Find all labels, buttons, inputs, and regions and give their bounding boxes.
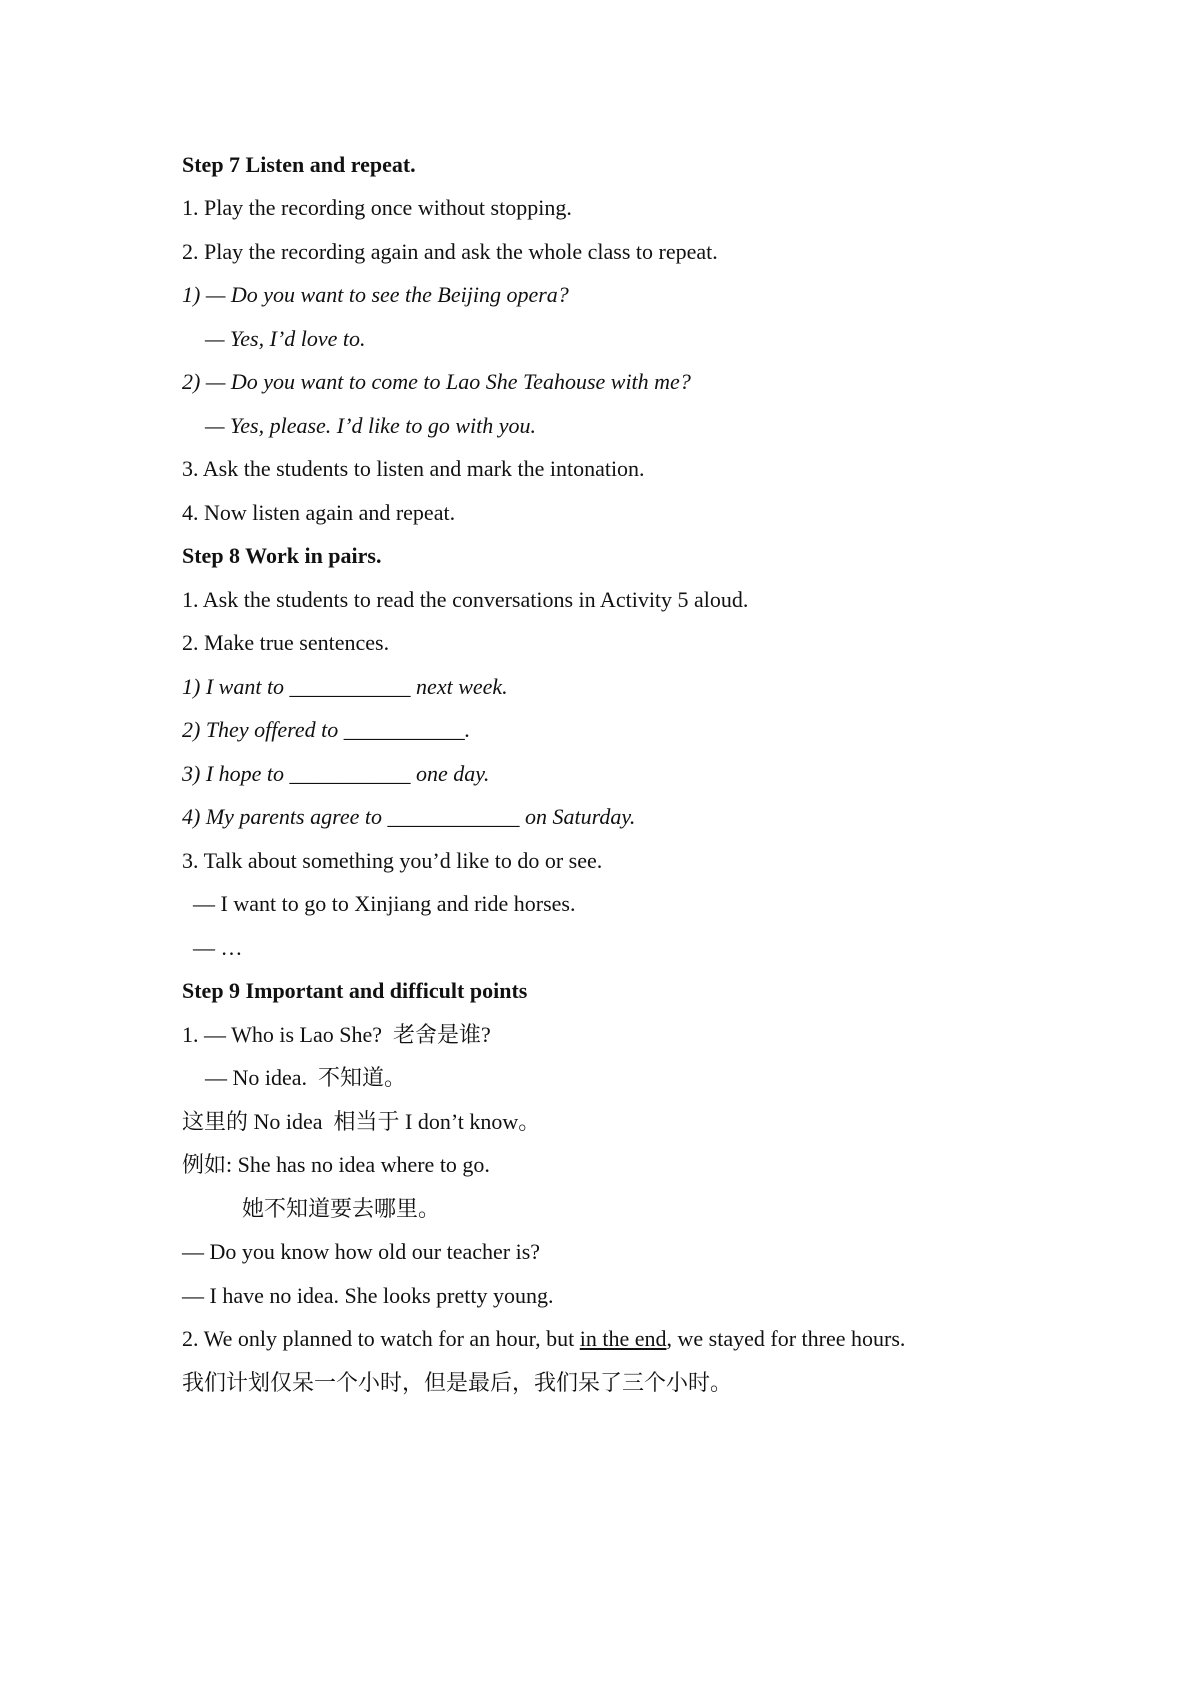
step8-talk-2: — … bbox=[193, 935, 243, 960]
step9-point1-dialogue-a: — I have no idea. She looks pretty young. bbox=[182, 1283, 554, 1308]
step7-dialogue-1a: — Yes, I’d love to. bbox=[205, 326, 366, 351]
step9-point1-note: 这里的 No idea 相当于 I don’t know。 bbox=[182, 1109, 541, 1134]
step9-point2-before: 2. We only planned to watch for an hour, but bbox=[182, 1326, 580, 1351]
step9-point2-after: , we stayed for three hours. bbox=[666, 1326, 906, 1351]
step9-point2-translation: 我们计划仅呆一个小时，但是最后，我们呆了三个小时。 bbox=[182, 1370, 733, 1395]
step8-sentence-4: 4) My parents agree to ____________ on Saturday. bbox=[182, 804, 636, 829]
step7-item-2: 2. Play the recording again and ask the whole class to repeat. bbox=[182, 239, 718, 264]
step9-point1-dialogue-q: — Do you know how old our teacher is? bbox=[182, 1239, 541, 1264]
step7-dialogue-2q: 2) — Do you want to come to Lao She Teahouse with me? bbox=[182, 369, 691, 394]
step8-heading: Step 8 Work in pairs. bbox=[182, 543, 382, 568]
step9-point1-example-translation: 她不知道要去哪里。 bbox=[242, 1196, 441, 1221]
step9-heading: Step 9 Important and difficult points bbox=[182, 978, 528, 1003]
step7-item-1: 1. Play the recording once without stopping. bbox=[182, 195, 572, 220]
step9-point2 bbox=[182, 1324, 905, 1354]
step8-item-1: 1. Ask the students to read the conversations in Activity 5 aloud. bbox=[182, 587, 749, 612]
step8-sentence-2: 2) They offered to ___________. bbox=[182, 717, 471, 742]
step7-item-3: 3. Ask the students to listen and mark the intonation. bbox=[182, 456, 645, 481]
step9-point1-question: 1. — Who is Lao She? 老舍是谁? bbox=[182, 1022, 491, 1047]
step9-point1-answer: — No idea. 不知道。 bbox=[205, 1065, 407, 1090]
step7-item-4: 4. Now listen again and repeat. bbox=[182, 500, 456, 525]
step8-item-3: 3. Talk about something you’d like to do or see. bbox=[182, 848, 603, 873]
step7-heading: Step 7 Listen and repeat. bbox=[182, 152, 416, 177]
step7-dialogue-2a: — Yes, please. I’d like to go with you. bbox=[205, 413, 536, 438]
step8-item-2: 2. Make true sentences. bbox=[182, 630, 390, 655]
step8-sentence-3: 3) I hope to ___________ one day. bbox=[182, 761, 490, 786]
step9-point2-underlined-phrase: in the end bbox=[579, 1326, 667, 1351]
step8-talk-1: — I want to go to Xinjiang and ride horses. bbox=[193, 891, 576, 916]
step7-dialogue-1q: 1) — Do you want to see the Beijing opera? bbox=[182, 282, 569, 307]
step9-point1-example: 例如: She has no idea where to go. bbox=[182, 1152, 490, 1177]
step8-sentence-1: 1) I want to ___________ next week. bbox=[182, 674, 508, 699]
